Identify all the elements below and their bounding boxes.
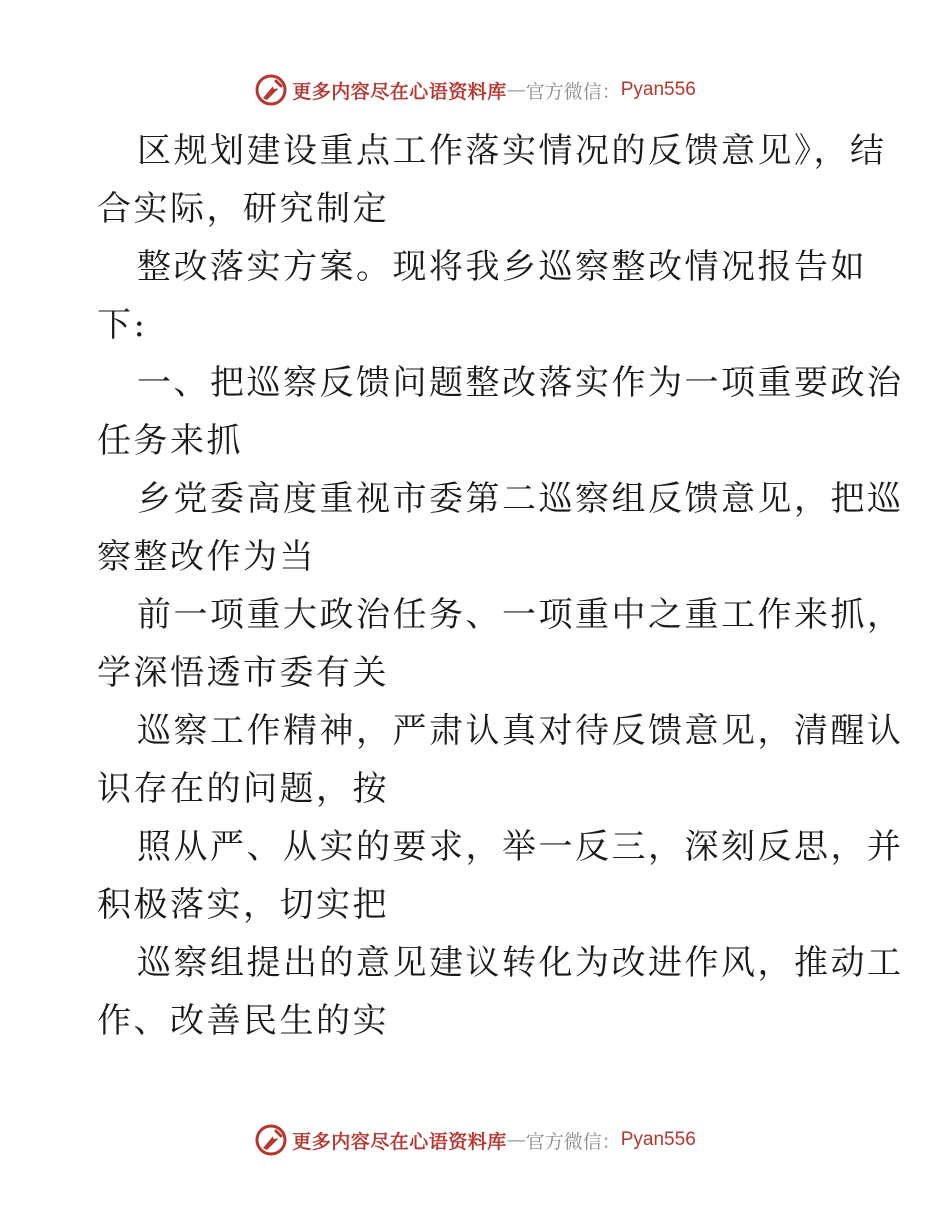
section-heading bbox=[97, 354, 904, 470]
paragraph bbox=[97, 122, 887, 238]
paragraph-line: 一、把巡察反馈问题整改落实作为一项重要政治 bbox=[137, 363, 904, 403]
paragraph-line: 识存在的问题，按 bbox=[97, 769, 389, 809]
paragraph-line: 区规划建设重点工作落实情况的反馈意见》，结 bbox=[137, 131, 887, 171]
header-wechat-label: 官方微信： bbox=[525, 80, 621, 103]
paragraph-line: 巡察组提出的意见建议转化为改进作风，推动工 bbox=[137, 943, 904, 983]
paragraph-line: 整改落实方案。现将我乡巡察整改情况报告如 bbox=[137, 247, 867, 287]
footer-wechat-id: Pyan556 bbox=[620, 1129, 696, 1150]
paragraph-line: 巡察工作精神，严肃认真对待反馈意见，清醒认 bbox=[137, 711, 904, 751]
footer-brand-text: 更多内容尽在心语资料库 bbox=[292, 1130, 507, 1153]
pen-nib-logo-icon bbox=[254, 73, 288, 107]
paragraph-line: 积极落实，切实把 bbox=[97, 885, 389, 925]
paragraph-line: 合实际，研究制定 bbox=[97, 189, 389, 229]
document-body bbox=[97, 122, 904, 1050]
paragraph-line: 下: bbox=[97, 305, 148, 345]
header-brand-text: 更多内容尽在心语资料库 bbox=[292, 80, 507, 103]
footer-banner bbox=[0, 1120, 950, 1160]
paragraph bbox=[97, 586, 904, 702]
header-wechat-id: Pyan556 bbox=[620, 79, 696, 100]
pen-nib-logo-icon bbox=[254, 1123, 288, 1157]
paragraph-line: 乡党委高度重视市委第二巡察组反馈意见，把巡 bbox=[137, 479, 904, 519]
paragraph bbox=[97, 702, 904, 818]
paragraph-line: 学深悟透市委有关 bbox=[97, 653, 389, 693]
paragraph-line: 任务来抓 bbox=[97, 421, 243, 461]
paragraph-line: 照从严、从实的要求，举一反三，深刻反思，并 bbox=[137, 827, 904, 867]
header-separator: — bbox=[506, 79, 526, 101]
footer-wechat-label: 官方微信： bbox=[525, 1130, 621, 1153]
header-banner bbox=[0, 70, 950, 110]
paragraph-line: 作、改善民生的实 bbox=[97, 1001, 389, 1041]
paragraph bbox=[97, 818, 904, 934]
paragraph-line: 前一项重大政治任务、一项重中之重工作来抓， bbox=[137, 595, 904, 635]
paragraph-line: 察整改作为当 bbox=[97, 537, 316, 577]
paragraph bbox=[97, 238, 867, 354]
footer-separator: — bbox=[506, 1129, 526, 1151]
paragraph bbox=[97, 934, 904, 1050]
paragraph bbox=[97, 470, 904, 586]
